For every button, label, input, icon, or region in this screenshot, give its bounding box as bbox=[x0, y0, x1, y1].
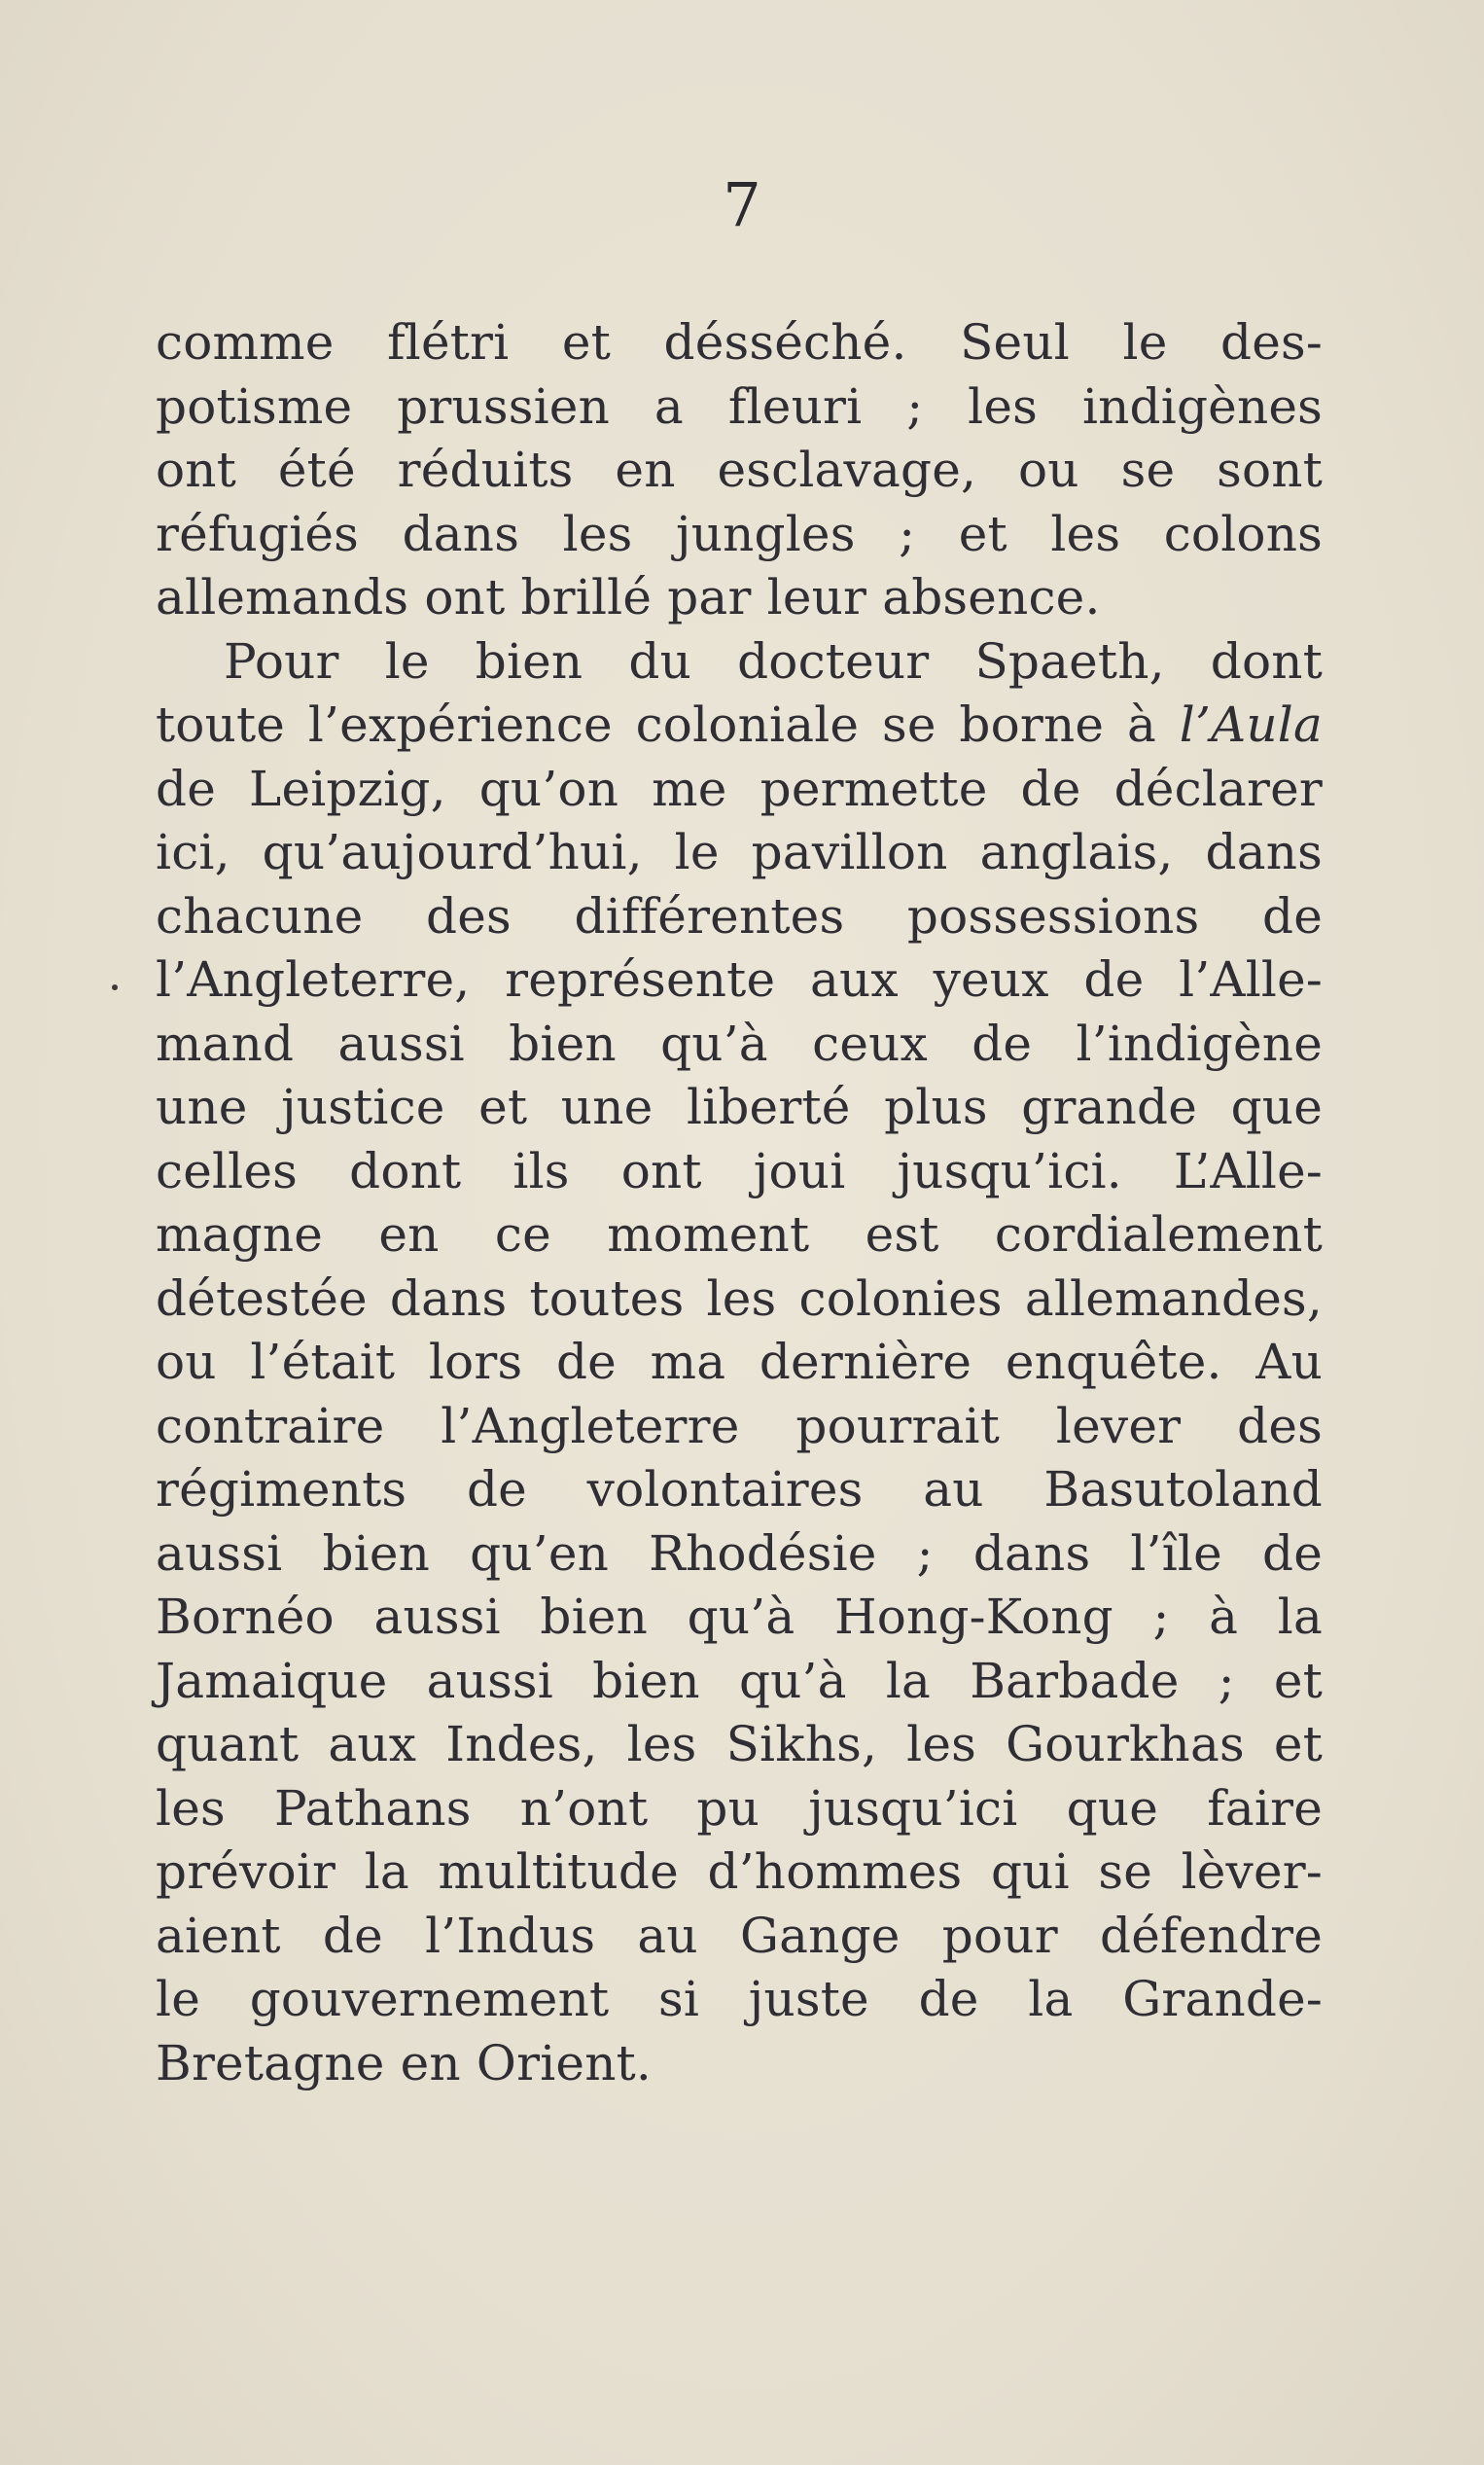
text-line: contraire l’Angleterre pourrait lever des bbox=[156, 1397, 1323, 1454]
text-line: détestée dans toutes les colonies allemandes, bbox=[156, 1269, 1323, 1327]
text-line: Jamaique aussi bien qu’à la Barbade ; et bbox=[156, 1652, 1323, 1709]
text-line: ou l’était lors de ma dernière enquête. Au bbox=[156, 1334, 1323, 1390]
text-line: celles dont ils ont joui jusqu’ici. L’Alle- bbox=[156, 1142, 1323, 1199]
text-line: les Pathans n’ont pu jusqu’ici que faire bbox=[156, 1779, 1323, 1837]
text-run: toute l’expérience coloniale se borne à bbox=[156, 697, 1180, 753]
text-line: ont été réduits en esclavage, ou se sont bbox=[156, 442, 1323, 498]
text-line: chacune des différentes possessions de bbox=[156, 887, 1323, 945]
text-line: aussi bien qu’en Rhodésie ; dans l’île de bbox=[156, 1524, 1323, 1582]
text-line: potisme prussien a fleuri ; les indigènes bbox=[156, 377, 1323, 435]
page-number: 7 bbox=[723, 169, 761, 240]
text-line: prévoir la multitude d’hommes qui se lèver- bbox=[156, 1843, 1323, 1900]
text-line: de Leipzig, qu’on me permette de déclarer bbox=[156, 760, 1323, 817]
text-line bbox=[156, 694, 1323, 758]
text-line: magne en ce moment est cordialement bbox=[156, 1206, 1323, 1263]
text-line: réfugiés dans les jungles ; et les colons bbox=[156, 505, 1323, 562]
text-line: Bornéo aussi bien qu’à Hong-Kong ; à la bbox=[156, 1589, 1323, 1645]
body-text bbox=[156, 311, 1323, 2095]
text-line: Bretagne en Orient. bbox=[156, 2034, 652, 2091]
text-line: Pour le bien du docteur Spaeth, dont bbox=[224, 632, 1323, 690]
text-line: mand aussi bien qu’à ceux de l’indigène bbox=[156, 1015, 1323, 1072]
text-line: ici, qu’aujourd’hui, le pavillon anglais, dans bbox=[156, 824, 1323, 880]
text-line: l’Angleterre, représente aux yeux de l’Alle- bbox=[156, 951, 1323, 1008]
print-speck bbox=[112, 984, 118, 990]
text-line: quant aux Indes, les Sikhs, les Gourkhas et bbox=[156, 1716, 1323, 1772]
text-line: régiments de volontaires au Basutoland bbox=[156, 1461, 1323, 1518]
italic-title: l’Aula bbox=[1179, 697, 1323, 753]
text-line: une justice et une liberté plus grande que bbox=[156, 1079, 1323, 1135]
text-line: comme flétri et désséché. Seul le des- bbox=[156, 314, 1323, 371]
text-line: le gouvernement si juste de la Grande- bbox=[156, 1971, 1323, 2027]
text-line: aient de l’Indus au Gange pour défendre bbox=[156, 1907, 1323, 1964]
text-line: allemands ont brillé par leur absence. bbox=[156, 569, 1101, 625]
